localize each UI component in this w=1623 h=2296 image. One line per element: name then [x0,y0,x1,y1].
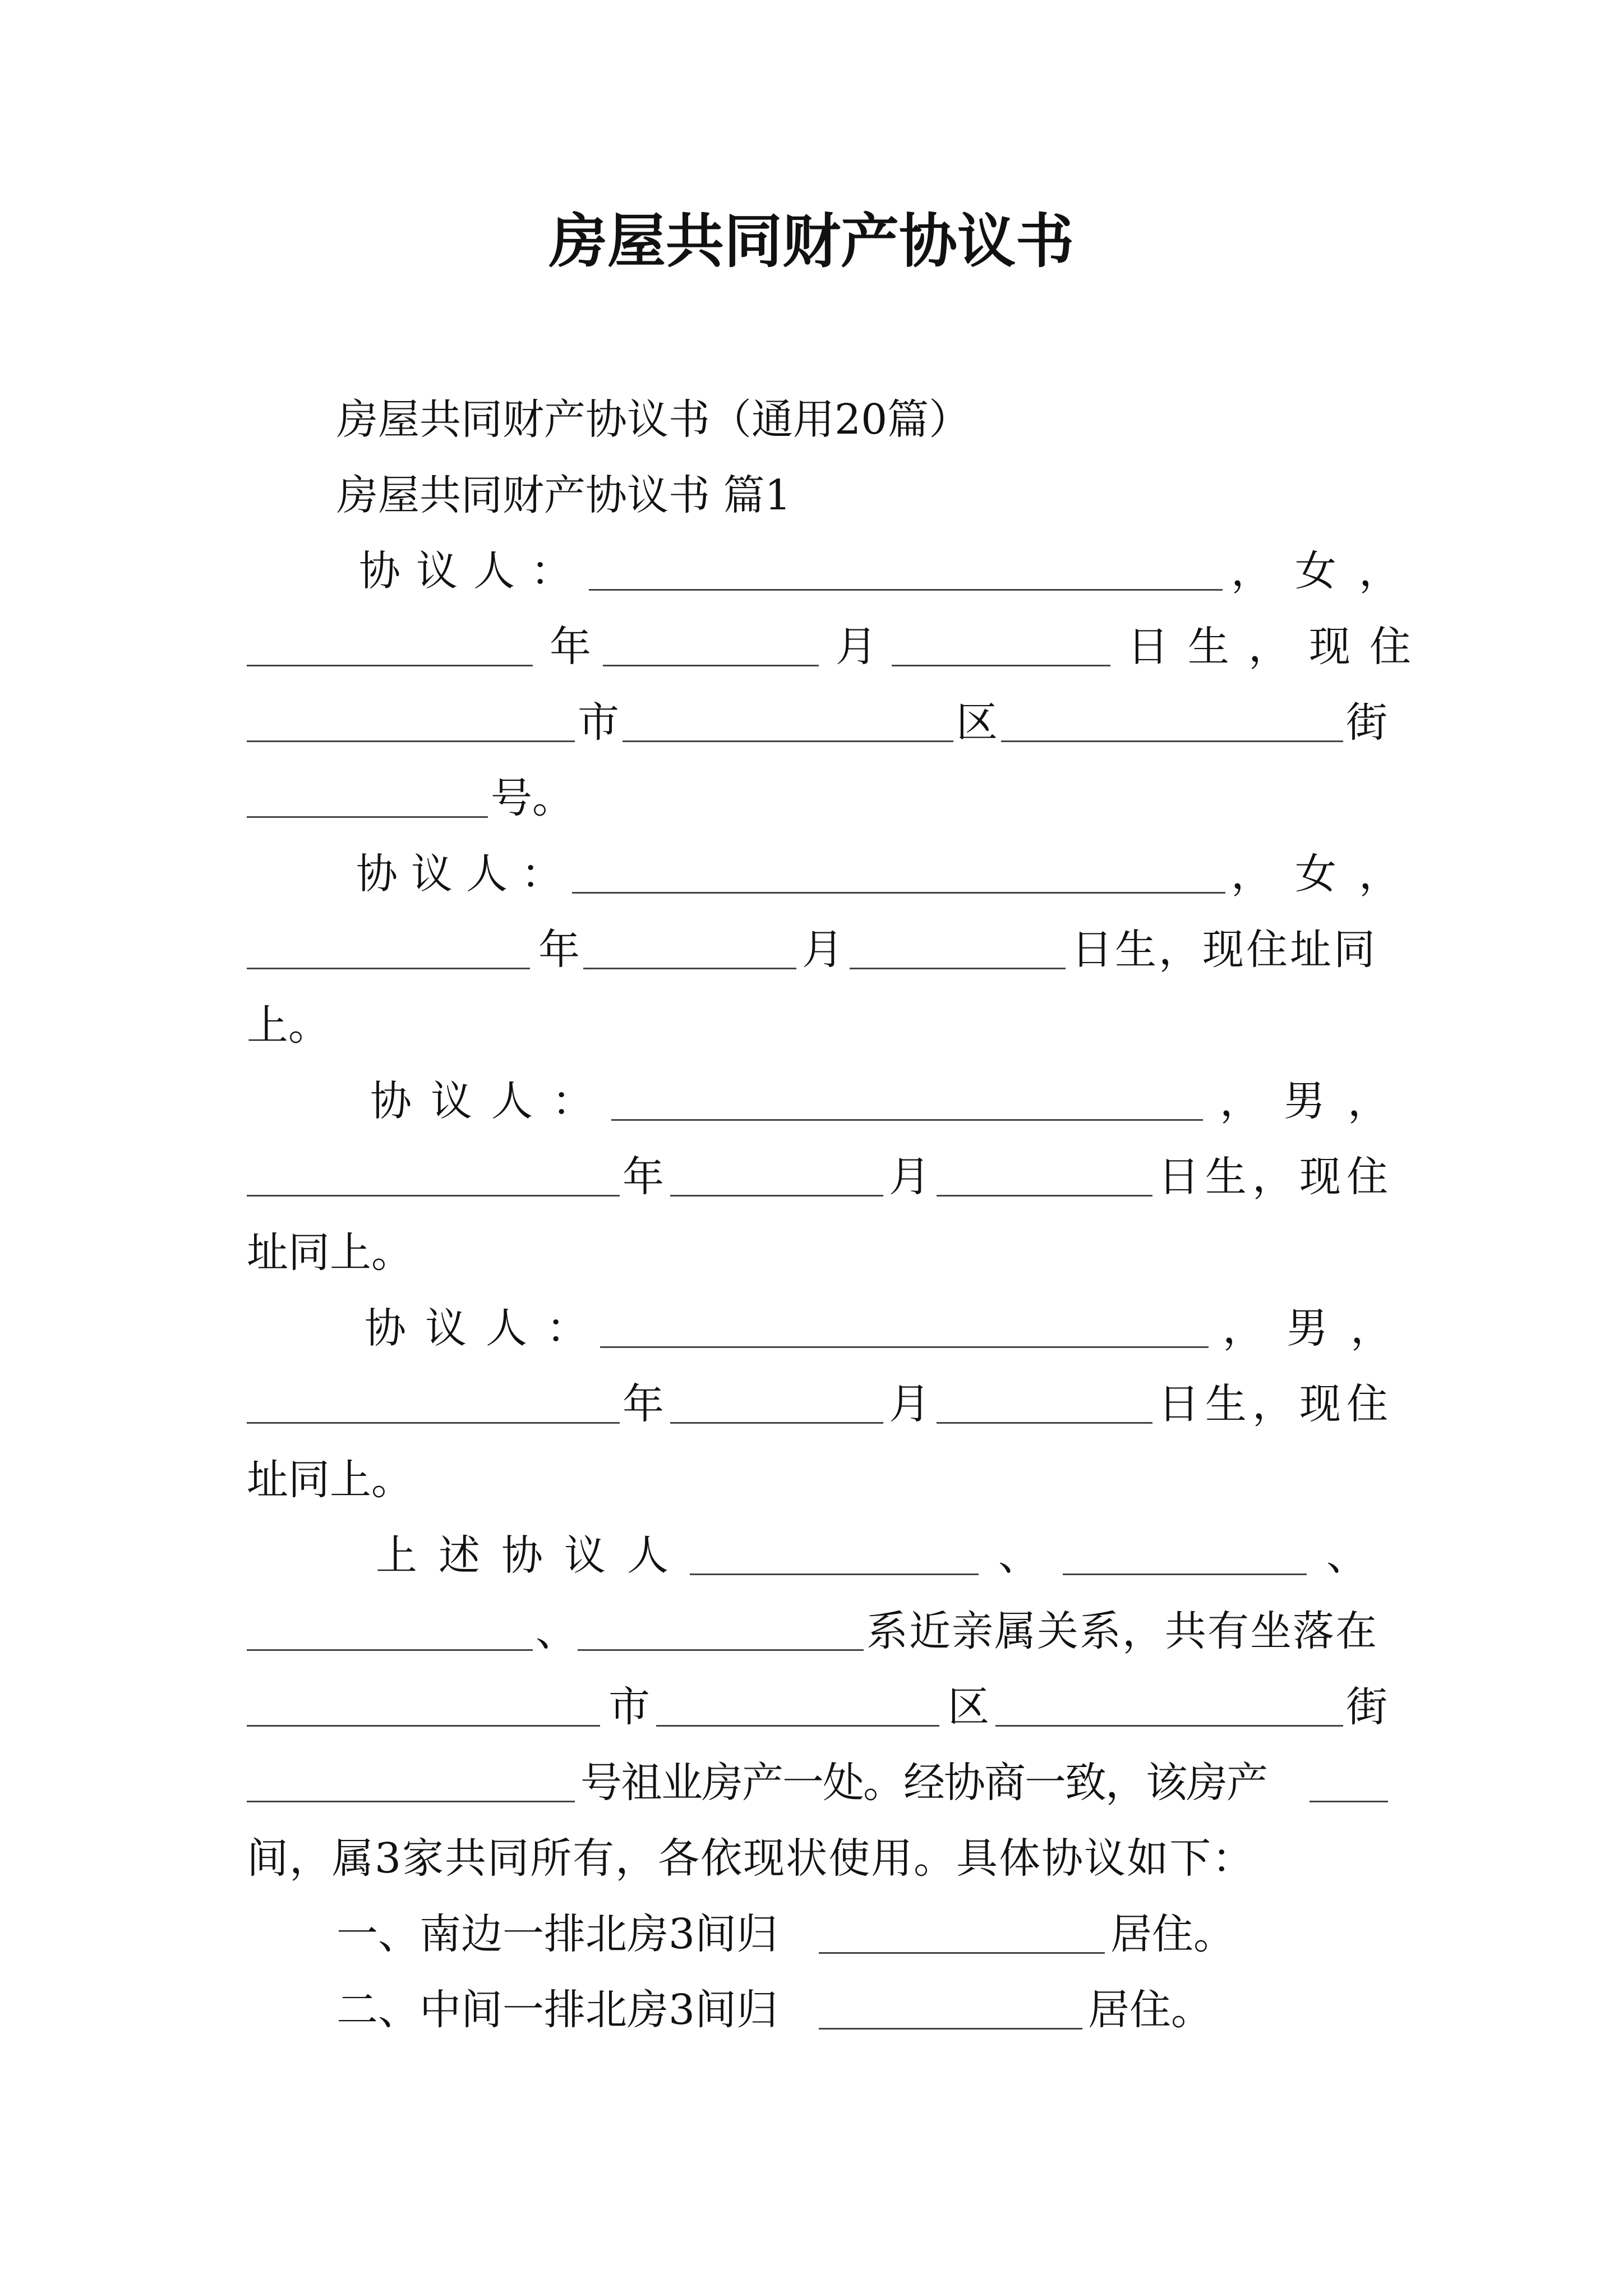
subtitle-line [0,381,1623,458]
city-label: 市 [608,1683,650,1731]
item-1-line [0,1896,1623,1972]
owned-text: 间，属3家共同所有，各依现状使用。具体协议如下： [247,1834,1255,1883]
born-live-text: 日生，现住 [1127,623,1430,671]
number-blank [247,1801,575,1802]
party-label: 协议人： [359,547,588,595]
district-label: 区 [948,1683,989,1731]
year-blank [247,968,530,969]
rooms-blank [1310,1801,1388,1802]
party-3-line-3 [0,1214,1623,1291]
party-label: 协议人： [365,1304,607,1352]
same-above: 址同上。 [247,1228,413,1277]
reside-text: 居住。 [1110,1910,1235,1958]
separator: 、 [998,1531,1040,1580]
item-2-prefix: 二、中间一排北房3间归 [336,1986,778,2034]
day-blank [850,968,1066,969]
party-3-line-2 [0,1139,1623,1215]
district-blank [623,740,953,742]
property-line-4 [0,1745,1623,1821]
day-blank [892,665,1110,666]
separator: 、 [1326,1531,1368,1580]
section-heading: 房屋共同财产协议书 篇1 [336,471,791,519]
subtitle: 房屋共同财产协议书（通用20篇） [336,395,971,444]
street-label: 街 [1346,1683,1387,1731]
ancestral-text: 号祖业房产一处。经协商一致，该房产 [580,1759,1267,1807]
born-live-text: 日生，现住 [1158,1380,1394,1428]
item-1-prefix: 一、南边一排北房3间归 [336,1910,778,1958]
party-4-line-3 [0,1442,1623,1518]
party-3-line-1 [0,1063,1623,1139]
property-line-2 [0,1593,1623,1669]
month-blank [583,968,796,969]
month-label: 月 [889,1380,930,1428]
resident-blank [819,2028,1082,2030]
year-blank [247,665,533,666]
street-label: 街 [1346,698,1387,747]
street-blank [1001,740,1343,742]
party-2-line-2 [0,912,1623,988]
district-blank [656,1725,939,1727]
city-label: 市 [578,698,619,747]
name-blank [572,892,1225,894]
number-blank [247,816,488,818]
party-1-line-3 [0,684,1623,761]
number-end: 号。 [491,774,574,822]
party-label: 协议人： [370,1077,612,1125]
property-line-3 [0,1669,1623,1745]
year-label: 年 [623,1153,664,1201]
party-1-line-4 [0,760,1623,836]
relation-text: 系近亲属关系，共有坐落在 [866,1607,1378,1655]
property-line-1 [0,1517,1623,1594]
party-name-blank [690,1573,979,1575]
resident-blank [819,1952,1105,1954]
gender-text: ，女， [1231,850,1423,898]
born-live-text: 日生，现住址同 [1071,926,1377,974]
name-blank [611,1119,1203,1121]
name-blank [600,1346,1209,1348]
section-heading-line [0,457,1623,533]
month-blank [670,1422,883,1424]
separator: 、 [536,1607,577,1655]
month-blank [603,665,819,666]
month-label: 月 [889,1153,930,1201]
district-label: 区 [956,698,998,747]
gender-text: ，男， [1220,1077,1412,1125]
party-label: 协议人： [356,850,576,898]
city-blank [247,740,575,742]
party-2-line-1 [0,836,1623,912]
party-name-blank [578,1649,864,1651]
gender-text: ，男， [1223,1304,1414,1352]
year-blank [247,1422,620,1424]
street-blank [995,1725,1343,1727]
party-4-line-1 [0,1290,1623,1366]
day-blank [937,1422,1152,1424]
party-1-line-2 [0,609,1623,685]
same-above: 址同上。 [247,1456,413,1504]
month-blank [670,1195,883,1197]
year-blank [247,1195,620,1197]
year-label: 年 [623,1380,664,1428]
reside-text: 居住。 [1088,1986,1212,2034]
document-title: 房屋共同财产协议书 [548,206,1074,275]
name-blank [589,589,1223,591]
born-live-text: 日生，现住 [1158,1153,1394,1201]
city-blank [247,1725,600,1727]
party-4-line-2 [0,1366,1623,1442]
party-1-line-1 [0,533,1623,609]
same-above: 上。 [247,1001,330,1050]
property-line-5 [0,1820,1623,1897]
party-name-blank [1063,1573,1307,1575]
item-2-line [0,1972,1623,2048]
year-label: 年 [550,623,591,671]
party-name-blank [247,1649,533,1651]
month-label: 月 [802,926,843,974]
month-label: 月 [836,623,877,671]
party-2-line-3 [0,987,1623,1064]
year-label: 年 [538,926,580,974]
gender-text: ，女， [1231,547,1423,595]
day-blank [937,1195,1152,1197]
above-parties-text: 上述协议人 [376,1531,690,1580]
